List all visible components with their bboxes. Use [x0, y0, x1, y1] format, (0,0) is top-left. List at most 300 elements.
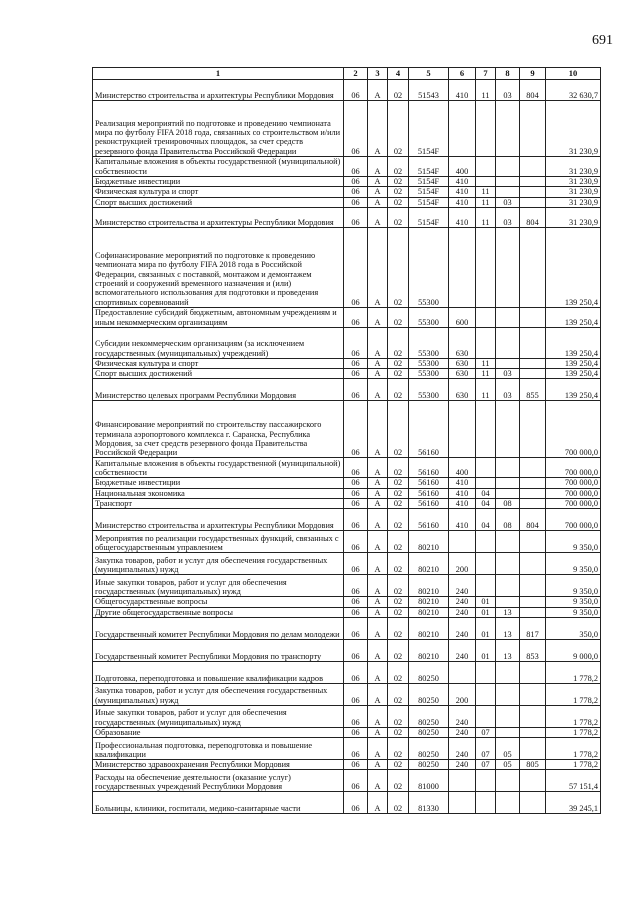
subsection-cell — [496, 597, 520, 607]
amount-cell: 1 778,2 — [546, 727, 601, 737]
subsection-code-cell: А — [368, 478, 388, 488]
subsection-code-cell: А — [368, 792, 388, 814]
table-row — [93, 307, 601, 327]
subsection-code-cell: А — [368, 760, 388, 770]
program-code-cell: 02 — [388, 597, 409, 607]
target-code-cell: 5154F — [409, 101, 449, 157]
section-cell — [476, 177, 496, 187]
row-name-cell: Расходы на обеспечение деятельности (оказание услуг) государственных учреждений Республики Мордовия — [93, 770, 344, 792]
amount-cell: 9 350,0 — [546, 553, 601, 575]
target-code-cell: 80210 — [409, 639, 449, 661]
section-code-cell: 06 — [344, 617, 368, 639]
subsection-cell — [496, 101, 520, 157]
subsection-cell — [496, 575, 520, 597]
section-cell — [476, 307, 496, 327]
target-code-cell: 55300 — [409, 227, 449, 307]
amount-cell: 139 250,4 — [546, 227, 601, 307]
table-row — [93, 197, 601, 207]
expense-type-cell: 240 — [449, 597, 476, 607]
row-name-cell: Предоставление субсидий бюджетным, автономным учреждениям и иным некоммерческим организациям — [93, 307, 344, 327]
amount-cell: 1 778,2 — [546, 760, 601, 770]
expense-type-cell: 240 — [449, 639, 476, 661]
subsection-code-cell: А — [368, 661, 388, 683]
subsection-code-cell: А — [368, 101, 388, 157]
subsection-code-cell: А — [368, 498, 388, 508]
expense-type-cell: 400 — [449, 458, 476, 478]
column-header: 10 — [546, 68, 601, 80]
amount-cell: 31 230,9 — [546, 157, 601, 177]
expense-type-cell: 240 — [449, 607, 476, 617]
expense-type-cell: 410 — [449, 478, 476, 488]
section-cell — [476, 770, 496, 792]
row-name-cell: Министерство здравоохранения Республики Мордовия — [93, 760, 344, 770]
table-row — [93, 488, 601, 498]
subsection-code-cell: А — [368, 705, 388, 727]
program-code-cell: 02 — [388, 358, 409, 368]
expense-type-cell: 410 — [449, 509, 476, 531]
ministry-code-cell — [520, 705, 546, 727]
ministry-code-cell — [520, 478, 546, 488]
program-code-cell: 02 — [388, 488, 409, 498]
table-row — [93, 607, 601, 617]
ministry-code-cell — [520, 177, 546, 187]
row-name-cell: Капитальные вложения в объекты государственной (муниципальной) собственности — [93, 157, 344, 177]
program-code-cell: 02 — [388, 509, 409, 531]
amount-cell: 139 250,4 — [546, 307, 601, 327]
program-code-cell: 02 — [388, 478, 409, 488]
target-code-cell: 55300 — [409, 358, 449, 368]
section-code-cell: 06 — [344, 227, 368, 307]
subsection-cell — [496, 705, 520, 727]
subsection-cell: 05 — [496, 760, 520, 770]
subsection-cell — [496, 358, 520, 368]
section-code-cell: 06 — [344, 498, 368, 508]
section-cell: 07 — [476, 738, 496, 760]
table-row — [93, 227, 601, 307]
subsection-cell — [496, 727, 520, 737]
row-name-cell: Министерство целевых программ Республики Мордовия — [93, 379, 344, 401]
ministry-code-cell — [520, 187, 546, 197]
expense-type-cell — [449, 101, 476, 157]
program-code-cell: 02 — [388, 369, 409, 379]
table-row — [93, 458, 601, 478]
target-code-cell: 55300 — [409, 327, 449, 358]
section-code-cell: 06 — [344, 639, 368, 661]
program-code-cell: 02 — [388, 760, 409, 770]
row-name-cell: Бюджетные инвестиции — [93, 478, 344, 488]
program-code-cell: 02 — [388, 639, 409, 661]
section-code-cell: 06 — [344, 101, 368, 157]
section-code-cell: 06 — [344, 401, 368, 458]
target-code-cell: 80210 — [409, 617, 449, 639]
expense-type-cell: 200 — [449, 683, 476, 705]
amount-cell: 1 778,2 — [546, 705, 601, 727]
subsection-code-cell: А — [368, 770, 388, 792]
program-code-cell: 02 — [388, 187, 409, 197]
program-code-cell: 02 — [388, 617, 409, 639]
target-code-cell: 80210 — [409, 597, 449, 607]
table-row — [93, 478, 601, 488]
expense-type-cell — [449, 227, 476, 307]
row-name-cell: Реализация мероприятий по подготовке и проведению чемпионата мира по футболу FIFA 2018 года, связанных со строительством и/или реконструкцией тренировочных площадок, за счет средств резервного фонда Правительства Российской Федерации — [93, 101, 344, 157]
ministry-code-cell — [520, 575, 546, 597]
subsection-cell — [496, 683, 520, 705]
row-name-cell: Государственный комитет Республики Мордовия по транспорту — [93, 639, 344, 661]
ministry-code-cell: 855 — [520, 379, 546, 401]
section-code-cell: 06 — [344, 553, 368, 575]
table-row — [93, 401, 601, 458]
subsection-code-cell: А — [368, 738, 388, 760]
ministry-code-cell — [520, 770, 546, 792]
amount-cell: 1 778,2 — [546, 738, 601, 760]
ministry-code-cell — [520, 738, 546, 760]
page-number: 691 — [592, 33, 613, 48]
ministry-code-cell — [520, 607, 546, 617]
subsection-cell — [496, 770, 520, 792]
row-name-cell: Государственный комитет Республики Мордовия по делам молодежи — [93, 617, 344, 639]
section-code-cell: 06 — [344, 575, 368, 597]
section-cell: 04 — [476, 488, 496, 498]
amount-cell: 57 151,4 — [546, 770, 601, 792]
column-header: 9 — [520, 68, 546, 80]
section-code-cell: 06 — [344, 661, 368, 683]
ministry-code-cell: 817 — [520, 617, 546, 639]
subsection-code-cell: А — [368, 727, 388, 737]
program-code-cell: 02 — [388, 770, 409, 792]
expense-type-cell: 410 — [449, 177, 476, 187]
table-row — [93, 738, 601, 760]
section-cell — [476, 401, 496, 458]
subsection-cell: 03 — [496, 80, 520, 101]
table-row — [93, 207, 601, 227]
expense-type-cell — [449, 770, 476, 792]
expense-type-cell: 240 — [449, 727, 476, 737]
section-code-cell: 06 — [344, 197, 368, 207]
section-cell — [476, 661, 496, 683]
row-name-cell: Физическая культура и спорт — [93, 358, 344, 368]
row-name-cell: Софинансирование мероприятий по подготовке к проведению чемпионата мира по футболу FIFA 2018 года в Российской Федерации, связанных с поставкой, монтажом и демонтажем строений и сооружений временного назначения и (или) вспомогательного использования для подготовки и проведения спортивных соревнований — [93, 227, 344, 307]
amount-cell: 139 250,4 — [546, 327, 601, 358]
subsection-cell: 13 — [496, 617, 520, 639]
ministry-code-cell: 804 — [520, 80, 546, 101]
section-cell — [476, 101, 496, 157]
table-row — [93, 509, 601, 531]
subsection-cell: 13 — [496, 607, 520, 617]
table-row — [93, 157, 601, 177]
ministry-code-cell — [520, 401, 546, 458]
target-code-cell: 80210 — [409, 607, 449, 617]
budget-table — [92, 67, 601, 814]
subsection-code-cell: А — [368, 358, 388, 368]
subsection-cell — [496, 531, 520, 553]
amount-cell: 31 230,9 — [546, 197, 601, 207]
table-row — [93, 760, 601, 770]
subsection-code-cell: А — [368, 458, 388, 478]
row-name-cell: Подготовка, переподготовка и повышение квалификации кадров — [93, 661, 344, 683]
table-row — [93, 705, 601, 727]
section-code-cell: 06 — [344, 792, 368, 814]
subsection-cell: 03 — [496, 369, 520, 379]
program-code-cell: 02 — [388, 738, 409, 760]
column-header: 3 — [368, 68, 388, 80]
target-code-cell: 56160 — [409, 498, 449, 508]
target-code-cell: 55300 — [409, 307, 449, 327]
subsection-code-cell: А — [368, 197, 388, 207]
table-row — [93, 553, 601, 575]
subsection-cell — [496, 478, 520, 488]
table-row — [93, 80, 601, 101]
expense-type-cell: 410 — [449, 498, 476, 508]
section-code-cell: 06 — [344, 531, 368, 553]
table-row — [93, 661, 601, 683]
subsection-cell — [496, 157, 520, 177]
header-row — [93, 68, 601, 80]
section-code-cell: 06 — [344, 80, 368, 101]
row-name-cell: Капитальные вложения в объекты государственной (муниципальной) собственности — [93, 458, 344, 478]
ministry-code-cell: 804 — [520, 509, 546, 531]
expense-type-cell: 630 — [449, 369, 476, 379]
section-code-cell: 06 — [344, 705, 368, 727]
program-code-cell: 02 — [388, 705, 409, 727]
target-code-cell: 5154F — [409, 157, 449, 177]
table-row — [93, 187, 601, 197]
expense-type-cell: 240 — [449, 705, 476, 727]
amount-cell: 39 245,1 — [546, 792, 601, 814]
subsection-code-cell: А — [368, 597, 388, 607]
row-name-cell: Общегосударственные вопросы — [93, 597, 344, 607]
program-code-cell: 02 — [388, 458, 409, 478]
subsection-cell: 03 — [496, 379, 520, 401]
ministry-code-cell — [520, 792, 546, 814]
section-code-cell: 06 — [344, 379, 368, 401]
subsection-cell: 03 — [496, 207, 520, 227]
table-row — [93, 358, 601, 368]
program-code-cell: 02 — [388, 498, 409, 508]
ministry-code-cell — [520, 531, 546, 553]
expense-type-cell: 200 — [449, 553, 476, 575]
program-code-cell: 02 — [388, 575, 409, 597]
program-code-cell: 02 — [388, 792, 409, 814]
row-name-cell: Министерство строительства и архитектуры Республики Мордовия — [93, 80, 344, 101]
subsection-code-cell: А — [368, 607, 388, 617]
subsection-code-cell: А — [368, 307, 388, 327]
column-header: 2 — [344, 68, 368, 80]
amount-cell: 1 778,2 — [546, 683, 601, 705]
ministry-code-cell: 805 — [520, 760, 546, 770]
subsection-code-cell: А — [368, 177, 388, 187]
section-cell — [476, 327, 496, 358]
section-code-cell: 06 — [344, 607, 368, 617]
column-header: 5 — [409, 68, 449, 80]
row-name-cell: Больницы, клиники, госпитали, медико-санитарные части — [93, 792, 344, 814]
table-row — [93, 770, 601, 792]
expense-type-cell: 240 — [449, 738, 476, 760]
section-cell: 11 — [476, 207, 496, 227]
section-cell: 11 — [476, 197, 496, 207]
target-code-cell: 80210 — [409, 531, 449, 553]
ministry-code-cell — [520, 369, 546, 379]
subsection-code-cell: А — [368, 369, 388, 379]
ministry-code-cell — [520, 727, 546, 737]
target-code-cell: 80250 — [409, 661, 449, 683]
table-row — [93, 683, 601, 705]
row-name-cell: Иные закупки товаров, работ и услуг для обеспечения государственных (муниципальных) нужд — [93, 575, 344, 597]
ministry-code-cell: 853 — [520, 639, 546, 661]
target-code-cell: 5154F — [409, 207, 449, 227]
expense-type-cell: 410 — [449, 488, 476, 498]
expense-type-cell — [449, 401, 476, 458]
column-header: 6 — [449, 68, 476, 80]
target-code-cell: 81330 — [409, 792, 449, 814]
subsection-cell — [496, 187, 520, 197]
subsection-code-cell: А — [368, 683, 388, 705]
section-cell — [476, 792, 496, 814]
ministry-code-cell — [520, 661, 546, 683]
subsection-code-cell: А — [368, 553, 388, 575]
section-code-cell: 06 — [344, 509, 368, 531]
amount-cell: 139 250,4 — [546, 369, 601, 379]
target-code-cell: 56160 — [409, 458, 449, 478]
program-code-cell: 02 — [388, 727, 409, 737]
amount-cell: 1 778,2 — [546, 661, 601, 683]
expense-type-cell: 600 — [449, 307, 476, 327]
row-name-cell: Бюджетные инвестиции — [93, 177, 344, 187]
row-name-cell: Спорт высших достижений — [93, 369, 344, 379]
program-code-cell: 02 — [388, 80, 409, 101]
target-code-cell: 5154F — [409, 197, 449, 207]
row-name-cell: Иные закупки товаров, работ и услуг для обеспечения государственных (муниципальных) нужд — [93, 705, 344, 727]
section-code-cell: 06 — [344, 760, 368, 770]
section-cell — [476, 227, 496, 307]
row-name-cell: Мероприятия по реализации государственных функций, связанных с общегосударственным управлением — [93, 531, 344, 553]
section-cell: 11 — [476, 80, 496, 101]
subsection-cell — [496, 177, 520, 187]
section-cell: 11 — [476, 369, 496, 379]
expense-type-cell: 240 — [449, 575, 476, 597]
section-cell: 01 — [476, 597, 496, 607]
subsection-cell — [496, 661, 520, 683]
ministry-code-cell — [520, 307, 546, 327]
table-row — [93, 101, 601, 157]
subsection-code-cell: А — [368, 227, 388, 307]
section-cell: 01 — [476, 617, 496, 639]
section-code-cell: 06 — [344, 770, 368, 792]
section-code-cell: 06 — [344, 458, 368, 478]
amount-cell: 31 230,9 — [546, 187, 601, 197]
subsection-cell: 08 — [496, 509, 520, 531]
row-name-cell: Закупка товаров, работ и услуг для обеспечения государственных (муниципальных) нужд — [93, 683, 344, 705]
section-cell — [476, 531, 496, 553]
program-code-cell: 02 — [388, 379, 409, 401]
subsection-cell — [496, 307, 520, 327]
table-row — [93, 531, 601, 553]
row-name-cell: Субсидии некоммерческим организациям (за исключением государственных (муниципальных) учреждений) — [93, 327, 344, 358]
target-code-cell: 56160 — [409, 478, 449, 488]
subsection-code-cell: А — [368, 617, 388, 639]
subsection-cell — [496, 401, 520, 458]
program-code-cell: 02 — [388, 227, 409, 307]
expense-type-cell — [449, 531, 476, 553]
target-code-cell: 80250 — [409, 727, 449, 737]
subsection-cell — [496, 488, 520, 498]
expense-type-cell: 240 — [449, 617, 476, 639]
section-code-cell: 06 — [344, 207, 368, 227]
subsection-code-cell: А — [368, 531, 388, 553]
row-name-cell: Транспорт — [93, 498, 344, 508]
amount-cell: 700 000,0 — [546, 488, 601, 498]
target-code-cell: 5154F — [409, 187, 449, 197]
subsection-code-cell: А — [368, 639, 388, 661]
section-code-cell: 06 — [344, 738, 368, 760]
section-cell — [476, 575, 496, 597]
program-code-cell: 02 — [388, 661, 409, 683]
section-code-cell: 06 — [344, 683, 368, 705]
target-code-cell: 56160 — [409, 509, 449, 531]
expense-type-cell: 630 — [449, 379, 476, 401]
table-row — [93, 369, 601, 379]
program-code-cell: 02 — [388, 531, 409, 553]
row-name-cell: Министерство строительства и архитектуры Республики Мордовия — [93, 207, 344, 227]
amount-cell: 700 000,0 — [546, 509, 601, 531]
subsection-code-cell: А — [368, 187, 388, 197]
ministry-code-cell — [520, 683, 546, 705]
ministry-code-cell — [520, 327, 546, 358]
table-row — [93, 617, 601, 639]
section-cell — [476, 157, 496, 177]
target-code-cell: 55300 — [409, 379, 449, 401]
ministry-code-cell — [520, 553, 546, 575]
amount-cell: 350,0 — [546, 617, 601, 639]
amount-cell: 9 000,0 — [546, 639, 601, 661]
section-cell: 07 — [476, 760, 496, 770]
section-code-cell: 06 — [344, 488, 368, 498]
amount-cell: 9 350,0 — [546, 575, 601, 597]
program-code-cell: 02 — [388, 157, 409, 177]
ministry-code-cell — [520, 498, 546, 508]
program-code-cell: 02 — [388, 177, 409, 187]
amount-cell: 700 000,0 — [546, 478, 601, 488]
expense-type-cell: 410 — [449, 207, 476, 227]
amount-cell: 139 250,4 — [546, 358, 601, 368]
subsection-code-cell: А — [368, 157, 388, 177]
section-cell: 11 — [476, 358, 496, 368]
table-row — [93, 597, 601, 607]
ministry-code-cell — [520, 227, 546, 307]
row-name-cell: Спорт высших достижений — [93, 197, 344, 207]
ministry-code-cell — [520, 157, 546, 177]
program-code-cell: 02 — [388, 683, 409, 705]
ministry-code-cell — [520, 458, 546, 478]
row-name-cell: Министерство строительства и архитектуры Республики Мордовия — [93, 509, 344, 531]
ministry-code-cell — [520, 197, 546, 207]
subsection-cell — [496, 458, 520, 478]
section-code-cell: 06 — [344, 478, 368, 488]
expense-type-cell: 410 — [449, 80, 476, 101]
table-row — [93, 639, 601, 661]
target-code-cell: 80250 — [409, 760, 449, 770]
row-name-cell: Национальная экономика — [93, 488, 344, 498]
subsection-code-cell: А — [368, 509, 388, 531]
table-row — [93, 727, 601, 737]
program-code-cell: 02 — [388, 607, 409, 617]
expense-type-cell: 410 — [449, 187, 476, 197]
amount-cell: 9 350,0 — [546, 531, 601, 553]
target-code-cell: 56160 — [409, 488, 449, 498]
target-code-cell: 55300 — [409, 369, 449, 379]
target-code-cell: 80210 — [409, 575, 449, 597]
program-code-cell: 02 — [388, 327, 409, 358]
amount-cell: 700 000,0 — [546, 401, 601, 458]
